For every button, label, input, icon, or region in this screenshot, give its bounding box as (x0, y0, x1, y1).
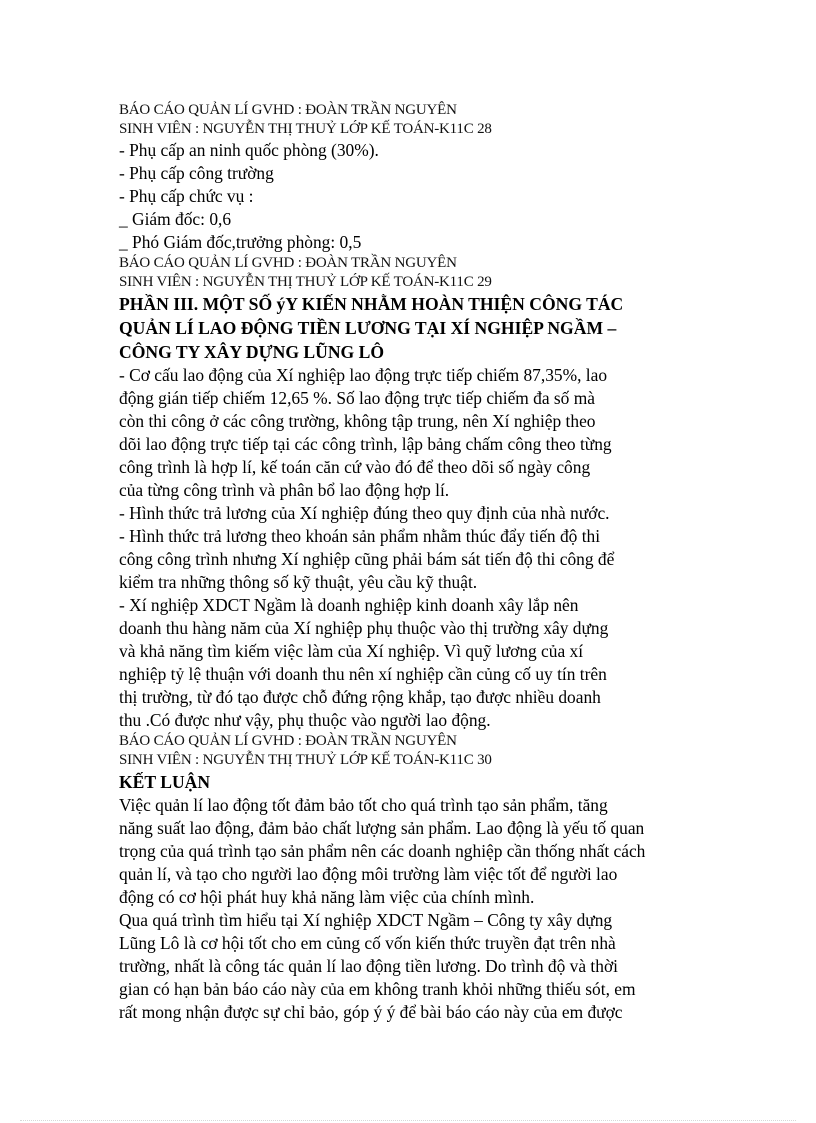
section-heading (119, 292, 679, 364)
running-header-report: BÁO CÁO QUẢN LÍ GVHD : ĐOÀN TRẦN NGUYÊN (119, 102, 457, 118)
body-line: công trình là hợp lí, kế toán căn cứ vào đó để theo dõi số ngày công (119, 457, 591, 477)
body-line: - Xí nghiệp XDCT Ngầm là doanh nghiệp kinh doanh xây lắp nên (119, 595, 579, 615)
list-item: - Phụ cấp công trường (119, 163, 274, 183)
running-header-student: SINH VIÊN : NGUYỄN THỊ THUỶ LỚP KẾ TOÁN-K11C 28 (119, 121, 492, 137)
running-header-report: BÁO CÁO QUẢN LÍ GVHD : ĐOÀN TRẦN NGUYÊN (119, 733, 457, 749)
body-line: và khả năng tìm kiếm việc làm của Xí nghiệp. Vì quỹ lương của xí (119, 641, 584, 661)
running-header-student: SINH VIÊN : NGUYỄN THỊ THUỶ LỚP KẾ TOÁN-K11C 30 (119, 752, 492, 768)
running-header-student: SINH VIÊN : NGUYỄN THỊ THUỶ LỚP KẾ TOÁN-K11C 29 (119, 274, 492, 290)
body-line: năng suất lao động, đảm bảo chất lượng sản phẩm. Lao động là yếu tố quan (119, 818, 645, 838)
running-header-report: BÁO CÁO QUẢN LÍ GVHD : ĐOÀN TRẦN NGUYÊN (119, 255, 457, 271)
body-line: - Cơ cấu lao động của Xí nghiệp lao động trực tiếp chiếm 87,35%, lao (119, 365, 608, 385)
list-item: _ Phó Giám đốc,trưởng phòng: 0,5 (119, 232, 362, 252)
body-line: Việc quản lí lao động tốt đảm bảo tốt cho quá trình tạo sản phẩm, tăng (119, 795, 608, 815)
body-line: thị trường, từ đó tạo được chỗ đứng rộng khắp, tạo được nhiều doanh (119, 687, 601, 707)
body-line: nghiệp tỷ lệ thuận với doanh thu nên xí nghiệp cần củng cố uy tín trên (119, 664, 607, 684)
heading-line: PHẦN III. MỘT SỐ ýY KIẾN NHẰM HOÀN THIỆN CÔNG TÁC (119, 294, 624, 314)
page-bottom-divider (20, 1120, 796, 1121)
body-line: trọng của quá trình tạo sản phẩm nên các doanh nghiệp cần thống nhất cách (119, 841, 646, 861)
section-body (119, 364, 679, 732)
body-line: Qua quá trình tìm hiểu tại Xí nghiệp XDCT Ngầm – Công ty xây dựng (119, 910, 613, 930)
body-line: còn thi công ở các công trường, không tập trung, nên Xí nghiệp theo (119, 411, 596, 431)
body-line: động có cơ hội phát huy khả năng làm việc của chính mình. (119, 887, 535, 907)
body-line: quản lí, và tạo cho người lao động môi trường làm việc tốt để người lao (119, 864, 618, 884)
body-line: trường, nhất là công tác quản lí lao động tiền lương. Do trình độ và thời (119, 956, 618, 976)
conclusion-body (119, 794, 679, 1024)
heading-line: CÔNG TY XÂY DỰNG LŨNG LÔ (119, 342, 385, 362)
heading-line: QUẢN LÍ LAO ĐỘNG TIỀN LƯƠNG TẠI XÍ NGHIỆP NGẦM – (119, 318, 617, 338)
body-line: kiểm tra những thông số kỹ thuật, yêu cầu kỹ thuật. (119, 572, 478, 592)
body-line: Lũng Lô là cơ hội tốt cho em củng cố vốn kiến thức truyền đạt trên nhà (119, 933, 616, 953)
body-line: dõi lao động trực tiếp tại các công trình, lập bảng chấm công theo từng (119, 434, 612, 454)
body-line: doanh thu hàng năm của Xí nghiệp phụ thuộc vào thị trường xây dựng (119, 618, 609, 638)
body-line: của từng công trình và phân bổ lao động hợp lí. (119, 480, 450, 500)
body-line: công công trình nhưng Xí nghiệp cũng phải bám sát tiến độ thi công để (119, 549, 615, 569)
body-line: - Hình thức trả lương của Xí nghiệp đúng theo quy định của nhà nước. (119, 503, 610, 523)
list-item: - Phụ cấp an ninh quốc phòng (30%). (119, 140, 379, 160)
list-item: - Phụ cấp chức vụ : (119, 186, 254, 206)
body-line: động gián tiếp chiếm 12,65 %. Số lao động trực tiếp chiếm đa số mà (119, 388, 595, 408)
body-line: gian có hạn bản báo cáo này của em không tranh khỏi những thiếu sót, em (119, 979, 636, 999)
body-line: rất mong nhận được sự chỉ bảo, góp ý ý để bài báo cáo này của em được (119, 1002, 623, 1022)
allowance-list (119, 139, 679, 254)
list-item: _ Giám đốc: 0,6 (119, 209, 232, 229)
conclusion-heading: KẾT LUẬN (119, 772, 211, 792)
body-line: - Hình thức trả lương theo khoán sản phẩm nhằm thúc đẩy tiến độ thi (119, 526, 601, 546)
page-content (119, 101, 679, 1024)
body-line: thu .Có được như vậy, phụ thuộc vào người lao động. (119, 710, 491, 730)
